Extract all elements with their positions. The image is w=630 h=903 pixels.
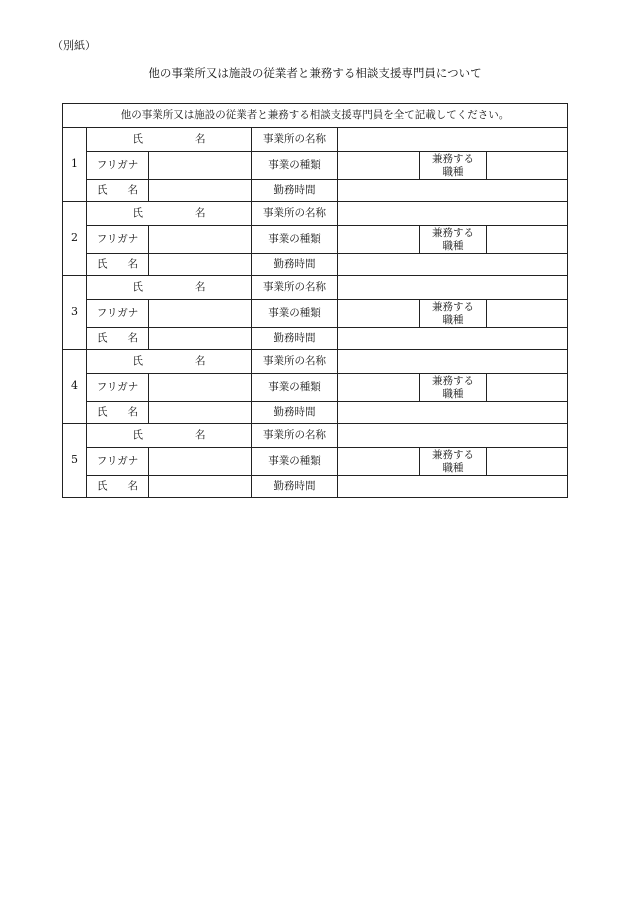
concurrent-job-label-line1: 兼務する bbox=[432, 449, 474, 462]
work-hours-field[interactable] bbox=[338, 476, 568, 498]
name-label-1: 氏 bbox=[132, 133, 143, 146]
concurrent-job-label bbox=[420, 374, 487, 402]
work-hours-field[interactable] bbox=[338, 254, 568, 276]
business-type-label: 事業の種類 bbox=[252, 448, 338, 476]
name-header-cell bbox=[87, 424, 252, 448]
concurrent-job-label-line1: 兼務する bbox=[432, 375, 474, 388]
concurrent-job-label-line2: 職種 bbox=[442, 313, 464, 326]
name-header-cell bbox=[87, 350, 252, 374]
work-hours-label: 勤務時間 bbox=[252, 180, 338, 202]
shimei-label-2: 名 bbox=[127, 258, 138, 271]
furigana-field[interactable] bbox=[149, 300, 252, 328]
entry-number: 1 bbox=[63, 128, 87, 202]
name-label-2: 名 bbox=[195, 429, 206, 442]
concurrent-job-label bbox=[420, 226, 487, 254]
entry-number: 4 bbox=[63, 350, 87, 424]
furigana-label: フリガナ bbox=[87, 152, 149, 180]
concurrent-job-field[interactable] bbox=[487, 374, 568, 402]
office-name-label: 事業所の名称 bbox=[252, 424, 338, 448]
furigana-label: フリガナ bbox=[87, 448, 149, 476]
concurrent-job-label bbox=[420, 152, 487, 180]
office-name-label: 事業所の名称 bbox=[252, 202, 338, 226]
concurrent-job-field[interactable] bbox=[487, 300, 568, 328]
shimei-label-1: 氏 bbox=[97, 184, 108, 197]
concurrent-job-label-line1: 兼務する bbox=[432, 301, 474, 314]
instruction-text: 他の事業所又は施設の従業者と兼務する相談支援専門員を全て記載してください。 bbox=[63, 104, 568, 128]
entry-number: 5 bbox=[63, 424, 87, 498]
document-title: 他の事業所又は施設の従業者と兼務する相談支援専門員について bbox=[148, 66, 482, 80]
concurrent-job-label-line1: 兼務する bbox=[432, 153, 474, 166]
office-name-label: 事業所の名称 bbox=[252, 128, 338, 152]
work-hours-label: 勤務時間 bbox=[252, 402, 338, 424]
name-field[interactable] bbox=[149, 402, 252, 424]
work-hours-label: 勤務時間 bbox=[252, 328, 338, 350]
furigana-field[interactable] bbox=[149, 152, 252, 180]
furigana-field[interactable] bbox=[149, 448, 252, 476]
name-field[interactable] bbox=[149, 254, 252, 276]
concurrent-job-label-line1: 兼務する bbox=[432, 227, 474, 240]
work-hours-label: 勤務時間 bbox=[252, 254, 338, 276]
shimei-label-cell bbox=[87, 254, 149, 276]
name-label-2: 名 bbox=[195, 207, 206, 220]
business-type-label: 事業の種類 bbox=[252, 300, 338, 328]
shimei-label-1: 氏 bbox=[97, 258, 108, 271]
work-hours-label: 勤務時間 bbox=[252, 476, 338, 498]
name-header-cell bbox=[87, 202, 252, 226]
office-name-label: 事業所の名称 bbox=[252, 350, 338, 374]
business-type-field[interactable] bbox=[338, 226, 420, 254]
business-type-field[interactable] bbox=[338, 300, 420, 328]
furigana-label: フリガナ bbox=[87, 300, 149, 328]
office-name-field[interactable] bbox=[338, 276, 568, 300]
shimei-label-cell bbox=[87, 402, 149, 424]
concurrent-job-field[interactable] bbox=[487, 226, 568, 254]
name-label-2: 名 bbox=[195, 281, 206, 294]
entry-number: 2 bbox=[63, 202, 87, 276]
shimei-label-2: 名 bbox=[127, 406, 138, 419]
furigana-label: フリガナ bbox=[87, 374, 149, 402]
furigana-field[interactable] bbox=[149, 374, 252, 402]
shimei-label-cell bbox=[87, 180, 149, 202]
business-type-label: 事業の種類 bbox=[252, 152, 338, 180]
name-header-cell bbox=[87, 276, 252, 300]
concurrent-job-label bbox=[420, 300, 487, 328]
office-name-label: 事業所の名称 bbox=[252, 276, 338, 300]
concurrent-staff-table bbox=[62, 103, 568, 498]
shimei-label-2: 名 bbox=[127, 480, 138, 493]
concurrent-job-field[interactable] bbox=[487, 448, 568, 476]
entry-number: 3 bbox=[63, 276, 87, 350]
name-label-1: 氏 bbox=[132, 355, 143, 368]
shimei-label-1: 氏 bbox=[97, 332, 108, 345]
furigana-field[interactable] bbox=[149, 226, 252, 254]
work-hours-field[interactable] bbox=[338, 402, 568, 424]
shimei-label-1: 氏 bbox=[97, 406, 108, 419]
name-field[interactable] bbox=[149, 180, 252, 202]
name-label-1: 氏 bbox=[132, 207, 143, 220]
shimei-label-cell bbox=[87, 476, 149, 498]
business-type-field[interactable] bbox=[338, 448, 420, 476]
concurrent-job-label bbox=[420, 448, 487, 476]
office-name-field[interactable] bbox=[338, 424, 568, 448]
concurrent-job-label-line2: 職種 bbox=[442, 461, 464, 474]
work-hours-field[interactable] bbox=[338, 328, 568, 350]
concurrent-job-label-line2: 職種 bbox=[442, 165, 464, 178]
shimei-label-2: 名 bbox=[127, 332, 138, 345]
name-label-2: 名 bbox=[195, 133, 206, 146]
name-label-1: 氏 bbox=[132, 281, 143, 294]
office-name-field[interactable] bbox=[338, 202, 568, 226]
concurrent-job-label-line2: 職種 bbox=[442, 387, 464, 400]
business-type-field[interactable] bbox=[338, 374, 420, 402]
concurrent-job-label-line2: 職種 bbox=[442, 239, 464, 252]
shimei-label-1: 氏 bbox=[97, 480, 108, 493]
business-type-label: 事業の種類 bbox=[252, 374, 338, 402]
shimei-label-cell bbox=[87, 328, 149, 350]
furigana-label: フリガナ bbox=[87, 226, 149, 254]
concurrent-job-field[interactable] bbox=[487, 152, 568, 180]
name-label-1: 氏 bbox=[132, 429, 143, 442]
office-name-field[interactable] bbox=[338, 128, 568, 152]
name-field[interactable] bbox=[149, 476, 252, 498]
shimei-label-2: 名 bbox=[127, 184, 138, 197]
name-header-cell bbox=[87, 128, 252, 152]
name-field[interactable] bbox=[149, 328, 252, 350]
business-type-field[interactable] bbox=[338, 152, 420, 180]
work-hours-field[interactable] bbox=[338, 180, 568, 202]
attachment-label: （別紙） bbox=[52, 39, 96, 52]
name-label-2: 名 bbox=[195, 355, 206, 368]
business-type-label: 事業の種類 bbox=[252, 226, 338, 254]
office-name-field[interactable] bbox=[338, 350, 568, 374]
